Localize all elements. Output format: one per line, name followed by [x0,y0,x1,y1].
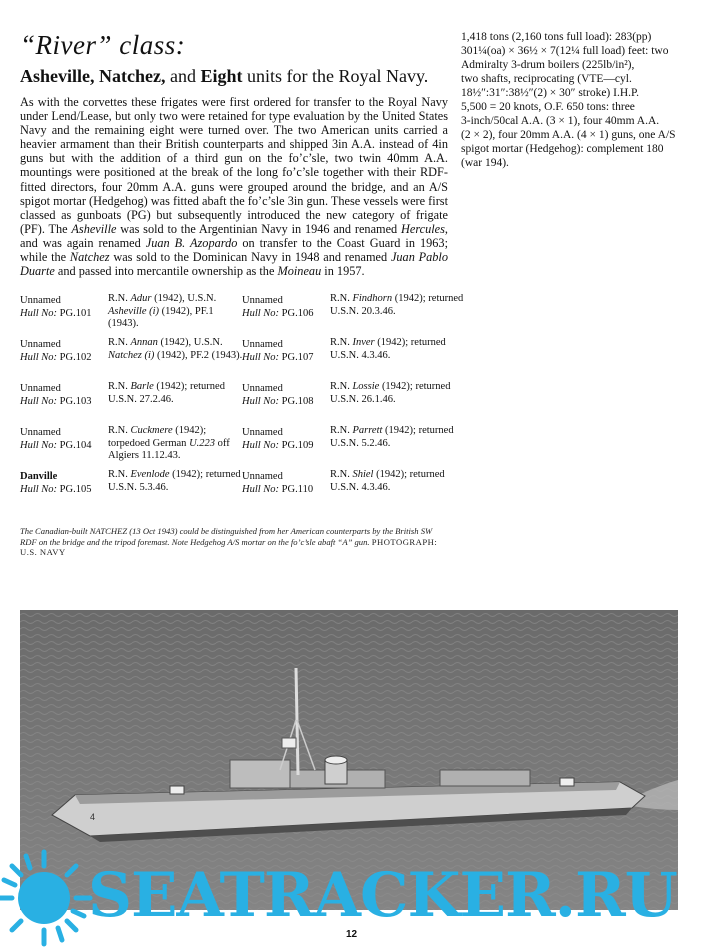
text-run: R.N. [108,381,131,392]
text-run: R.N. [330,337,353,348]
spec-line: 3-inch/50cal A.A. (3 × 1), four 40mm A.A. [461,115,660,127]
italic-name: U.223 [189,437,216,449]
hull-label: Hull No: [20,307,58,319]
hull-value: PG.110 [281,483,314,495]
text-run: R.N. [330,293,353,304]
spec-line: spigot mortar (Hedgehog): complement 180 [461,143,664,155]
hull-number [242,308,330,321]
ship-name-block [20,471,108,496]
italic-name: Juan Pablo Duarte [20,250,449,279]
italic-name: Findhorn [352,293,393,304]
text-run: R.N. [330,425,353,436]
hull-number [242,396,330,409]
ship-name: Unnamed [20,339,61,350]
ship-name: Unnamed [242,295,283,306]
spec-line: 5,500 = 20 knots, O.F. 650 tons: three [461,101,635,113]
ship-name: Unnamed [242,339,283,350]
text-run: was sold to the Dominican Navy in 1948 and renamed [109,250,391,265]
text-run: R.N. [108,425,131,436]
hull-label: Hull No: [20,483,58,495]
italic-name: Adur [130,293,152,304]
italic-name: Evenlode [130,469,170,480]
italic-name: Natchez [69,250,110,265]
text-run: (1942); returned U.S.N. 5.2.46. [330,425,454,449]
text-run: (1942); returned U.S.N. 4.3.46. [330,337,446,361]
ship-history [330,293,465,318]
spec-line: (war 194). [461,157,509,169]
italic-name: Juan B. Azopardo [145,235,238,250]
hull-label: Hull No: [20,439,58,451]
hull-number [20,352,108,365]
text-run: (1942); torpedoed German [108,425,207,449]
ship-entry [20,425,240,470]
ship-name: Unnamed [20,427,61,438]
text-run: (1942), U.S.N. [157,337,223,348]
text-run: (1942), PF.1 (1943). [108,305,214,329]
text-run: R.N. [108,293,131,304]
ship-name: Danville [20,471,58,482]
subtitle-connector: and [165,66,201,86]
hull-number [20,396,108,409]
ship-history [330,425,465,450]
ship-entry [242,425,462,470]
text-run: R.N. [330,381,353,392]
bow-gun [170,786,184,794]
class-title: “River” class: [20,30,186,60]
class-subtitle [20,66,428,87]
italic-name: Inver [352,337,375,348]
ship-entry [242,469,462,514]
italic-name: Hercules [400,221,445,236]
ship-name: Unnamed [20,383,61,394]
stern-gun [560,778,574,786]
hull-number [20,440,108,453]
hull-value: PG.108 [281,395,314,407]
hull-number [20,484,108,497]
hull-number [242,440,330,453]
text-run: was sold to the Argentinian Navy in 1946 and renamed [116,221,401,236]
funnel-top [325,756,347,764]
spec-line: 301¼(oa) × 36½ × 7(12¼ full load) feet: two [461,45,669,57]
text-run: and passed into mercantile ownership as the [54,264,278,279]
ship-name-block [242,427,330,452]
intro-paragraph [20,95,448,278]
bow-number: 4 [90,812,96,822]
ship-history [108,425,243,463]
hull-label: Hull No: [20,351,58,363]
italic-name: Annan [130,337,158,348]
text-run: (1942), U.S.N. [151,293,217,304]
hull-value: PG.104 [59,439,92,451]
text-run: R.N. [108,337,131,348]
subtitle-unit-count: Eight [200,66,243,86]
italic-name: Barle [130,381,154,392]
rdf-radar [282,738,296,748]
text-run: (1942); returned U.S.N. 20.3.46. [330,293,464,317]
subtitle-ship-names: Asheville, Natchez, [20,66,166,86]
italic-name: Moineau [277,264,322,279]
subtitle-tail: units for the Royal Navy. [242,66,429,86]
hull-label: Hull No: [242,439,280,451]
ship-entry [242,381,462,426]
text-run: in 1957. [321,264,365,279]
hull-value: PG.103 [59,395,92,407]
text-run: As with the corvettes these frigates were first ordered for transfer to the Royal Navy under Lend/Lease, but only two were retained for type evaluation by the United States Navy and the remaining eight were turned over. The two American units carried a heavier armament than their British counterparts and shipped 3in A.A. instead of 4in guns but with the addition of a third gun on the fo’c’sle, two twin 40mm A.A. mountings were positioned at the break of the long fo’c’sle together with their RDF-fitted directors, four 20mm A.A. guns were grouped around the bridge, and an A/S spigot mortar (Hedgehog) was fitted abaft the fo’c’sle 3in gun. These vessels were first classed as gunboats (PG) but subsequently introduced the new category of frigate (PF). The [20,95,448,236]
ship-name: Unnamed [242,471,283,482]
text-run: , and was again renamed [20,221,448,250]
text-run: off Algiers 11.12.43. [108,437,230,461]
hull-label: Hull No: [242,395,280,407]
ship-entry [20,293,240,338]
hull-label: Hull No: [242,351,280,363]
hull-number [20,308,108,321]
italic-name: Cuckmere [130,425,173,436]
hull-value: PG.101 [59,307,92,319]
italic-name: Lossie [352,381,380,392]
ship-history [108,337,243,362]
text-run: (1942); returned U.S.N. 26.1.46. [330,381,451,405]
spec-line: Admiralty 3-drum boilers (225lb/in²), [461,59,635,71]
ship-name-block [20,295,108,320]
hull-number [242,484,330,497]
hull-label: Hull No: [20,395,58,407]
ship-history [330,469,465,494]
caption-text: The Canadian-built NATCHEZ (13 Oct 1943) could be distinguished from her American counterparts by the British SW RDF on the bridge and the tripod foremast. Note Hedgehog A/S mortar on the fo’c’sle abaft “A” gun. [20,526,433,547]
spec-line: 18½″:31″:38½″(2) × 30″ stroke) I.H.P. [461,87,640,99]
hull-label: Hull No: [242,307,280,319]
ship-name-block [20,339,108,364]
hull-label: Hull No: [242,483,280,495]
italic-name: Parrett [352,425,383,436]
hull-value: PG.106 [281,307,314,319]
italic-name: Natchez (i) [108,349,155,361]
bridge [230,760,290,788]
ship-name: Unnamed [242,427,283,438]
hull-value: PG.109 [281,439,314,451]
ship-entry [242,337,462,382]
aft-deckhouse [440,770,530,786]
ship-name-block [20,383,108,408]
ship-history [330,337,465,362]
italic-name: Asheville [71,221,117,236]
ship-history [108,469,243,494]
ship-name: Unnamed [242,383,283,394]
spec-line: two shafts, reciprocating (VTE—cyl. [461,73,632,85]
photo-caption [20,526,450,558]
text-run: (1942); returned U.S.N. 27.2.46. [108,381,225,405]
ship-entry [20,381,240,426]
spec-line: 1,418 tons (2,160 tons full load): 283(pp) [461,31,652,43]
ship-name-block [242,339,330,364]
specifications-block [461,30,691,170]
text-run: (1942), PF.2 (1943). [154,349,243,361]
photo-credit: PHOTOGRAPH: U.S. NAVY [20,536,438,557]
spec-line: (2 × 2), four 20mm A.A. (4 × 1) guns, one A/S [461,129,676,141]
ship-entry [20,337,243,382]
ship-name-block [242,471,330,496]
ship-history [108,381,243,406]
text-run: R.N. [330,469,353,480]
ship-entry [242,293,462,338]
ship-entry [20,469,240,514]
text-run: on transfer to the Coast Guard in 1963; while the [20,235,448,265]
watermark-text: SEATRACKER.RU [88,860,677,931]
hull-value: PG.102 [59,351,92,363]
ship-history [330,381,465,406]
ship-history [108,293,243,331]
ship-name-block [20,427,108,452]
hull-value: PG.105 [59,483,92,495]
hull-value: PG.107 [281,351,314,363]
ship-name-block [242,295,330,320]
page-number: 12 [345,929,358,940]
ship-name-block [242,383,330,408]
italic-name: Shiel [352,469,374,480]
text-run: (1942); returned U.S.N. 4.3.46. [330,469,445,493]
text-run: R.N. [108,469,131,480]
text-run: (1942); returned U.S.N. 5.3.46. [108,469,241,493]
ship-name: Unnamed [20,295,61,306]
hull-number [242,352,330,365]
italic-name: Asheville (i) [108,305,160,317]
